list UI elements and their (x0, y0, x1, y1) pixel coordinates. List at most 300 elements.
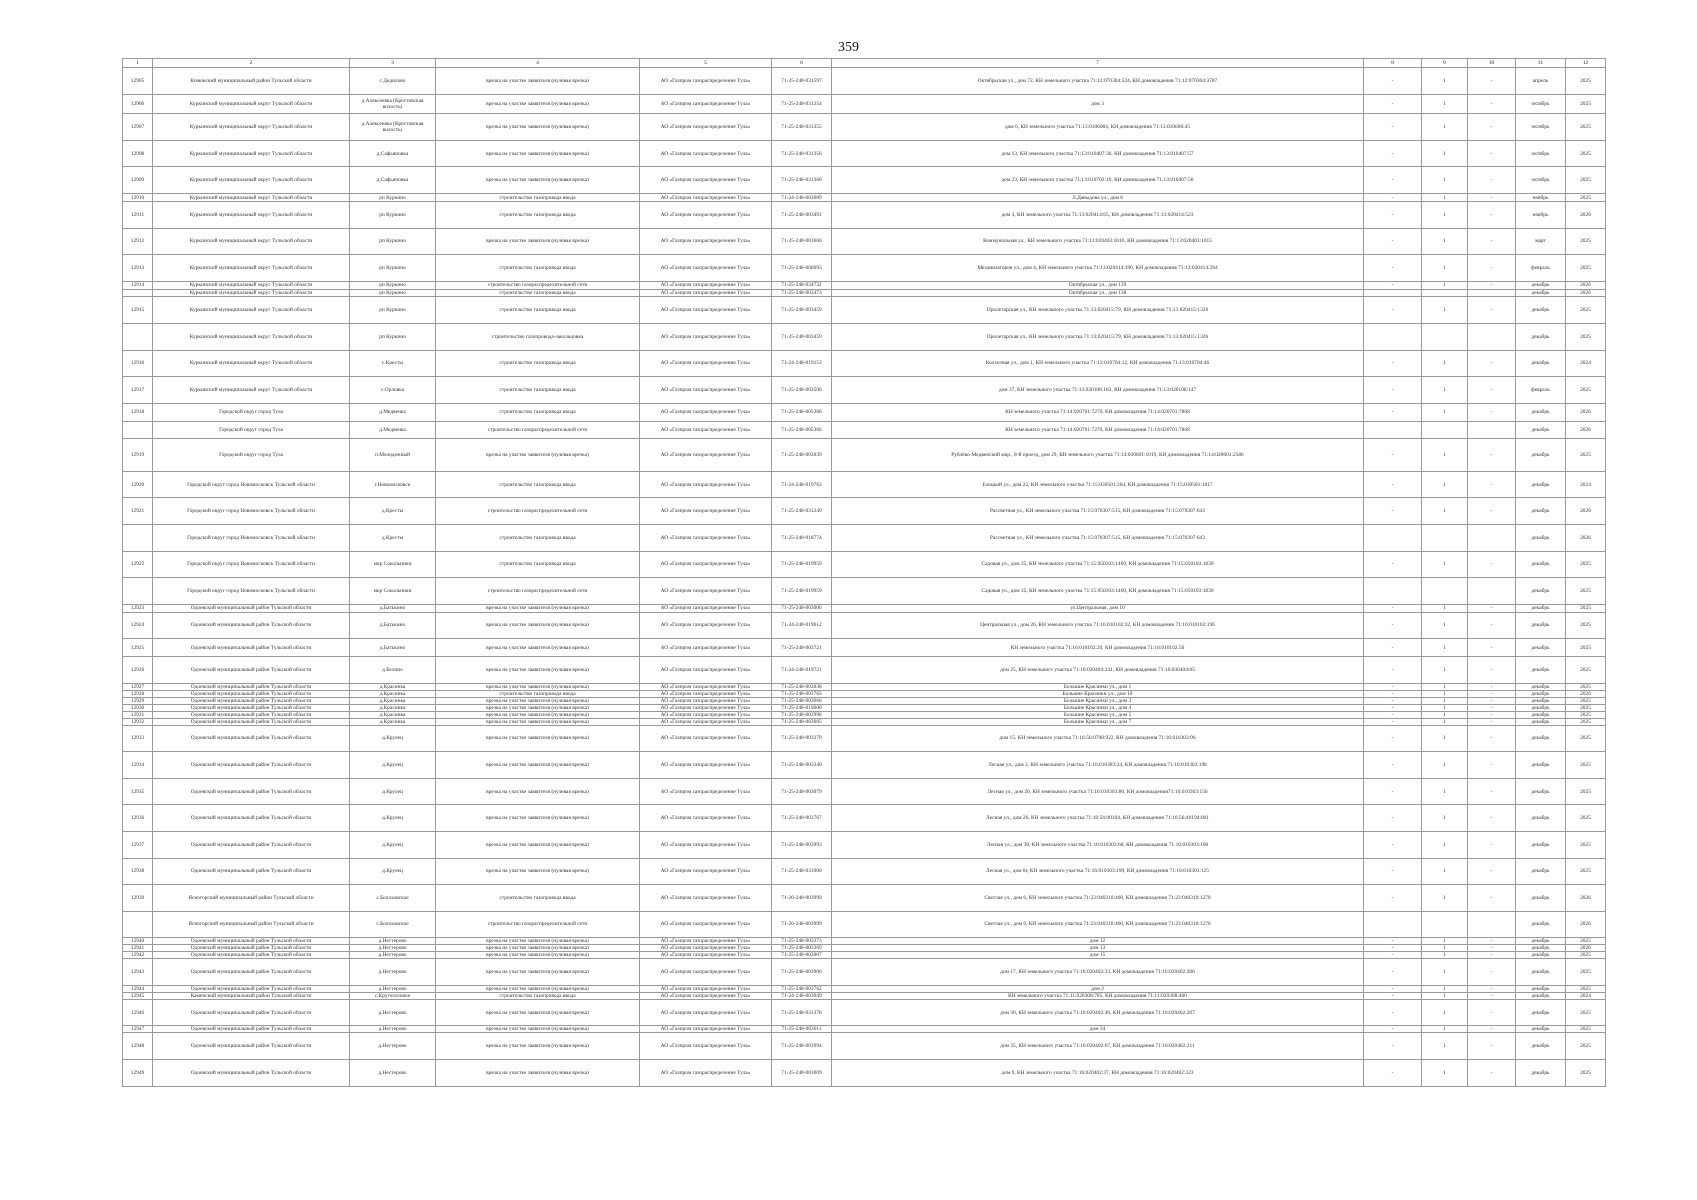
cell-work-type: врезка на участке заявителя (нулевая врезка) (436, 959, 640, 986)
table-row (123, 945, 1606, 952)
cell-municipality: Одоевский муниципальный район Тульской области (153, 1026, 350, 1033)
cell-address: КН земельного участка 71:14:020701:7276, КН домовладения 71:14:020701:7868 (832, 403, 1364, 421)
cell-address: Лесная ул., дом 26, КН земельного участка 71:16:56:00104, КН домовладения 71:16:56:40194:001 (832, 805, 1364, 832)
cell-month: декабрь (1516, 683, 1566, 690)
cell-year: 2025 (1566, 952, 1606, 959)
cell-address: дом 13, КН земельного участка 71:13:010407:36, КН домовладения 71:13:010407:57 (832, 140, 1364, 167)
cell-address: дом 3, КН земельного участка 71:13:020414:65, КН домовладения 71:13:020414:523 (832, 201, 1364, 228)
cell-settlement: д.Нестерово (350, 959, 436, 986)
cell-work-type: строительство газопровода ввода (436, 992, 640, 999)
cell-col10: - (1468, 350, 1516, 377)
cell-col10: - (1468, 297, 1516, 324)
cell-municipality: Куркинский муниципальный округ Тульской области (153, 255, 350, 282)
cell-year: 2025 (1566, 439, 1606, 472)
cell-settlement: рп Куркино (350, 228, 436, 255)
cell-settlement: д.Крулец (350, 831, 436, 858)
cell-month: февраль (1516, 255, 1566, 282)
table-row (123, 255, 1606, 282)
cell-settlement: д.Красинка (350, 683, 436, 690)
cell-address: Лесная ул., дом 2, КН земельного участка 71:16:010303:24, КН домовладения 71:16:010303:198 (832, 752, 1364, 779)
cell-number: 12939 (123, 885, 153, 912)
cell-month: декабрь (1516, 885, 1566, 912)
cell-year: 2025 (1566, 94, 1606, 114)
cell-settlement: д.Нестерово (350, 938, 436, 945)
cell-col10: - (1468, 999, 1516, 1026)
table-row (123, 959, 1606, 986)
cell-request-id: 71-25-248-018774 (772, 524, 832, 551)
cell-year: 2026 (1566, 421, 1606, 439)
cell-settlement: д.Алексеевка (Крестовская волость) (350, 94, 436, 114)
cell-organization: АО «Газпром газораспределение Тула» (640, 711, 772, 718)
table-row (123, 992, 1606, 999)
cell-year: 2026 (1566, 498, 1606, 525)
table-row (123, 94, 1606, 114)
column-header: 11 (1516, 59, 1566, 68)
cell-col10: - (1468, 1060, 1516, 1087)
cell-municipality: Ясногорский муниципальный район Тульской области (153, 885, 350, 912)
cell-municipality: Одоевский муниципальный район Тульской области (153, 1033, 350, 1060)
cell-month: декабрь (1516, 911, 1566, 938)
cell-col8: - (1364, 1026, 1422, 1033)
cell-organization: АО «Газпром газораспределение Тула» (640, 992, 772, 999)
cell-month: декабрь (1516, 778, 1566, 805)
cell-col8: - (1364, 704, 1422, 711)
table-row (123, 718, 1606, 725)
cell-address: Механизаторов ул., дом 4, КН земельного участка 71:13:020414:390, КН домовладения 71:13:020414:394 (832, 255, 1364, 282)
cell-year: 2025 (1566, 831, 1606, 858)
cell-month: декабрь (1516, 524, 1566, 551)
cell-organization: АО «Газпром газораспределение Тула» (640, 194, 772, 202)
cell-number: 12934 (123, 752, 153, 779)
cell-col8: - (1364, 281, 1422, 289)
cell-address: дом 30, КН земельного участка 71:16:020402:46, КН домовладения 71:16:020402:207 (832, 999, 1364, 1026)
cell-work-type: врезка на участке заявителя (нулевая врезка) (436, 752, 640, 779)
cell-request-id: 71-25-248-003006 (772, 604, 832, 612)
cell-organization: АО «Газпром газораспределение Тула» (640, 551, 772, 578)
cell-col9: 1 (1422, 959, 1468, 986)
cell-settlement: мкр Сокольники (350, 578, 436, 605)
cell-work-type: врезка на участке заявителя (нулевая врезка) (436, 604, 640, 612)
cell-organization: АО «Газпром газораспределение Тула» (640, 952, 772, 959)
cell-request-id: 71-25-248-019600 (772, 704, 832, 711)
cell-request-id: 71-25-248-003762 (772, 985, 832, 992)
cell-request-id: 71-26-248-003999 (772, 911, 832, 938)
cell-address: КН земельного участка 71:11:020308:785, КН домовладения 71:11:020308:460 (832, 992, 1364, 999)
cell-work-type: врезка на участке заявителя (нулевая врезка) (436, 985, 640, 992)
cell-col9: 1 (1422, 999, 1468, 1026)
cell-col9: 1 (1422, 885, 1468, 912)
cell-col9: 1 (1422, 201, 1468, 228)
cell-month: октябрь (1516, 167, 1566, 194)
cell-col9: 1 (1422, 1026, 1468, 1033)
cell-col10: - (1468, 612, 1516, 639)
cell-settlement: д.Красинка (350, 704, 436, 711)
cell-col8: - (1364, 858, 1422, 885)
cell-month: февраль (1516, 377, 1566, 404)
cell-settlement: д.Нестерово (350, 999, 436, 1026)
cell-organization: АО «Газпром газораспределение Тула» (640, 524, 772, 551)
cell-work-type: строительство газораспределительной сети (436, 911, 640, 938)
cell-year: 2025 (1566, 255, 1606, 282)
cell-col9: 1 (1422, 471, 1468, 498)
table-row (123, 114, 1606, 141)
cell-organization: АО «Газпром газораспределение Тула» (640, 752, 772, 779)
cell-month: декабрь (1516, 281, 1566, 289)
cell-col8: - (1364, 68, 1422, 95)
cell-col9: 1 (1422, 551, 1468, 578)
cell-col10: - (1468, 711, 1516, 718)
cell-col9: 1 (1422, 992, 1468, 999)
cell-year: 2026 (1566, 201, 1606, 228)
cell-col10: - (1468, 885, 1516, 912)
cell-col9: 1 (1422, 228, 1468, 255)
cell-work-type: врезка на участке заявителя (нулевая врезка) (436, 858, 640, 885)
cell-col9: 1 (1422, 167, 1468, 194)
cell-work-type: врезка на участке заявителя (нулевая врезка) (436, 612, 640, 639)
cell-address: дом 13 (832, 945, 1364, 952)
cell-settlement: п.Молодежный (350, 439, 436, 472)
cell-number: 12936 (123, 805, 153, 832)
column-header: 2 (153, 59, 350, 68)
cell-settlement: с.Дедилово (350, 68, 436, 95)
cell-month: декабрь (1516, 289, 1566, 297)
table-row (123, 885, 1606, 912)
cell-year: 2025 (1566, 718, 1606, 725)
cell-work-type: врезка на участке заявителя (нулевая врезка) (436, 711, 640, 718)
cell-municipality: Ясногорский муниципальный район Тульской области (153, 911, 350, 938)
cell-organization: АО «Газпром газораспределение Тула» (640, 578, 772, 605)
cell-work-type: врезка на участке заявителя (нулевая врезка) (436, 1026, 640, 1033)
cell-request-id: 71-25-248-019959 (772, 551, 832, 578)
cell-organization: АО «Газпром газораспределение Тула» (640, 421, 772, 439)
cell-number: 12914 (123, 281, 153, 289)
cell-number: 12946 (123, 999, 153, 1026)
column-header: 5 (640, 59, 772, 68)
cell-col8: - (1364, 992, 1422, 999)
cell-settlement: д.Сафьяновка (350, 167, 436, 194)
cell-request-id: 71-25-248-003011 (772, 1026, 832, 1033)
cell-municipality: Одоевский муниципальный район Тульской области (153, 778, 350, 805)
cell-month: декабрь (1516, 725, 1566, 752)
cell-work-type: врезка на участке заявителя (нулевая врезка) (436, 94, 640, 114)
cell-number: 12920 (123, 471, 153, 498)
table-row (123, 831, 1606, 858)
cell-organization: АО «Газпром газораспределение Тула» (640, 945, 772, 952)
cell-request-id: 71-24-248-019612 (772, 612, 832, 639)
cell-request-id: 71-25-248-031597 (772, 68, 832, 95)
cell-col8: - (1364, 297, 1422, 324)
cell-work-type: врезка на участке заявителя (нулевая врезка) (436, 68, 640, 95)
cell-col8 (1364, 524, 1422, 551)
cell-request-id: 71-25-248-003038 (772, 683, 832, 690)
cell-work-type: врезка на участке заявителя (нулевая врезка) (436, 938, 640, 945)
cell-number: 12925 (123, 639, 153, 657)
cell-year: 2025 (1566, 985, 1606, 992)
cell-month: декабрь (1516, 1060, 1566, 1087)
cell-col10: - (1468, 1026, 1516, 1033)
table-row (123, 421, 1606, 439)
table-row (123, 752, 1606, 779)
cell-work-type: строительство газопровода ввода (436, 403, 640, 421)
cell-col8: - (1364, 194, 1422, 202)
cell-year: 2025 (1566, 959, 1606, 986)
cell-address: Центральная ул., дом 26, КН земельного участка 71:16:010102:32, КН домовладения 71:16:010102:196 (832, 612, 1364, 639)
cell-col8: - (1364, 1033, 1422, 1060)
cell-request-id: 71-24-248-019763 (772, 471, 832, 498)
cell-organization: АО «Газпром газораспределение Тула» (640, 683, 772, 690)
cell-col8: - (1364, 439, 1422, 472)
table-row (123, 911, 1606, 938)
cell-number: 12911 (123, 201, 153, 228)
table-row (123, 228, 1606, 255)
cell-organization: АО «Газпром газораспределение Тула» (640, 985, 772, 992)
cell-col10: - (1468, 697, 1516, 704)
cell-organization: АО «Газпром газораспределение Тула» (640, 858, 772, 885)
cell-year: 2025 (1566, 656, 1606, 683)
cell-col9: 1 (1422, 403, 1468, 421)
cell-month: декабрь (1516, 1026, 1566, 1033)
cell-municipality: Городской округ город Новомосковск Тульской области (153, 524, 350, 551)
cell-organization: АО «Газпром газораспределение Тула» (640, 704, 772, 711)
cell-year: 2026 (1566, 911, 1606, 938)
cell-col8 (1364, 578, 1422, 605)
cell-address: КН земельного участка 71:16:010102:20, КН домовладения 71:16:010102:50 (832, 639, 1364, 657)
cell-settlement: рп Куркино (350, 255, 436, 282)
cell-municipality: Одоевский муниципальный район Тульской области (153, 945, 350, 952)
cell-month: декабрь (1516, 952, 1566, 959)
cell-work-type: строительство газопровода ввода (436, 524, 640, 551)
cell-col8: - (1364, 985, 1422, 992)
cell-municipality: Каменский муниципальный район Тульской области (153, 992, 350, 999)
cell-municipality: Городской округ город Новомосковск Тульской области (153, 551, 350, 578)
cell-settlement: д.Крулец (350, 858, 436, 885)
cell-organization: АО «Газпром газораспределение Тула» (640, 718, 772, 725)
cell-work-type: строительство газопровода ввода (436, 551, 640, 578)
cell-address: Октябрьская ул., дом 138 (832, 289, 1364, 297)
cell-request-id: 71-25-248-003996 (772, 711, 832, 718)
cell-col8: - (1364, 498, 1422, 525)
cell-address: Елецкий ул., дом 22, КН земельного участка 71:15:030501:264, КН домовладения 71:15:030501:1817 (832, 471, 1364, 498)
cell-organization: АО «Газпром газораспределение Тула» (640, 281, 772, 289)
cell-address: КН земельного участка 71:14:020701:7276, КН домовладения 71:14:020701:7868 (832, 421, 1364, 439)
cell-address: Светлая ул., дом 6, КН земельного участка 71:23:040310:460, КН домовладения 71:23:040310:1270 (832, 911, 1364, 938)
table-row (123, 711, 1606, 718)
cell-col10: - (1468, 281, 1516, 289)
cell-col10: - (1468, 114, 1516, 141)
cell-month: декабрь (1516, 656, 1566, 683)
cell-year: 2025 (1566, 377, 1606, 404)
cell-request-id: 71-25-248-003373 (772, 938, 832, 945)
table-row (123, 725, 1606, 752)
cell-municipality: Куркинский муниципальный округ Тульской области (153, 350, 350, 377)
table-row (123, 289, 1606, 297)
cell-settlement: д.Батькино (350, 604, 436, 612)
cell-organization: АО «Газпром газораспределение Тула» (640, 690, 772, 697)
cell-number: 12919 (123, 439, 153, 472)
cell-year: 2025 (1566, 1026, 1606, 1033)
cell-organization: АО «Газпром газораспределение Тула» (640, 1026, 772, 1033)
cell-municipality: Куркинский муниципальный округ Тульской области (153, 324, 350, 351)
cell-request-id: 71-26-248-003999 (772, 885, 832, 912)
cell-month: декабрь (1516, 697, 1566, 704)
cell-year: 2026 (1566, 524, 1606, 551)
cell-settlement: д.Нестерово (350, 1033, 436, 1060)
cell-year: 2025 (1566, 938, 1606, 945)
cell-col8: - (1364, 718, 1422, 725)
cell-request-id: 71-25-248-003340 (772, 752, 832, 779)
cell-municipality: Куркинский муниципальный округ Тульской области (153, 377, 350, 404)
cell-work-type: врезка на участке заявителя (нулевая врезка) (436, 952, 640, 959)
cell-number: 12930 (123, 704, 153, 711)
table-row (123, 697, 1606, 704)
cell-month: декабрь (1516, 421, 1566, 439)
cell-col10: - (1468, 690, 1516, 697)
cell-col8: - (1364, 885, 1422, 912)
cell-month: декабрь (1516, 350, 1566, 377)
cell-col10: - (1468, 959, 1516, 986)
cell-col9: 1 (1422, 683, 1468, 690)
cell-number: 12905 (123, 68, 153, 95)
cell-number: 12909 (123, 167, 153, 194)
cell-organization: АО «Газпром газораспределение Тула» (640, 471, 772, 498)
cell-request-id: 71-24-248-019153 (772, 350, 832, 377)
cell-year: 2026 (1566, 289, 1606, 297)
cell-address: Лесная ул., дом 30, КН земельного участка 71:16:010303:68, КН домовладения 71:16:010303:106 (832, 831, 1364, 858)
cell-month: декабрь (1516, 297, 1566, 324)
cell-municipality: Городской округ город Новомосковск Тульской области (153, 498, 350, 525)
cell-col10: - (1468, 945, 1516, 952)
cell-settlement: г.Новомосковск (350, 471, 436, 498)
cell-col8: - (1364, 604, 1422, 612)
cell-month: октябрь (1516, 140, 1566, 167)
cell-number: 12928 (123, 690, 153, 697)
cell-organization: АО «Газпром газораспределение Тула» (640, 377, 772, 404)
cell-col10: - (1468, 377, 1516, 404)
cell-col9: 1 (1422, 985, 1468, 992)
cell-settlement: д.Медвенка (350, 403, 436, 421)
cell-work-type: строительство газораспределительной сети (436, 281, 640, 289)
cell-year: 2025 (1566, 1033, 1606, 1060)
cell-organization: АО «Газпром газораспределение Тула» (640, 167, 772, 194)
cell-year: 2025 (1566, 805, 1606, 832)
cell-month: декабрь (1516, 858, 1566, 885)
cell-municipality: Куркинский муниципальный округ Тульской области (153, 140, 350, 167)
cell-year: 2026 (1566, 885, 1606, 912)
cell-col9: 1 (1422, 952, 1468, 959)
cell-municipality: Одоевский муниципальный район Тульской области (153, 752, 350, 779)
cell-year: 2025 (1566, 604, 1606, 612)
cell-address: Большие Красинки ул., дом 1 (832, 683, 1364, 690)
table-row (123, 938, 1606, 945)
table-row (123, 524, 1606, 551)
cell-settlement: с.Кругоголовое (350, 992, 436, 999)
cell-work-type: строительство газопровода ввода (436, 377, 640, 404)
table-row (123, 690, 1606, 697)
cell-work-type: врезка на участке заявителя (нулевая врезка) (436, 778, 640, 805)
cell-month: декабрь (1516, 439, 1566, 472)
cell-work-type: строительство газопровода ввода (436, 350, 640, 377)
cell-address: Л.Давыдова ул., дом 6 (832, 194, 1364, 202)
cell-request-id: 71-25-248-003506 (772, 377, 832, 404)
cell-col10: - (1468, 725, 1516, 752)
cell-col8 (1364, 324, 1422, 351)
cell-col10: - (1468, 1033, 1516, 1060)
cell-col8: - (1364, 656, 1422, 683)
table-row (123, 985, 1606, 992)
table-row (123, 377, 1606, 404)
cell-col9: 1 (1422, 1060, 1468, 1087)
cell-col10: - (1468, 439, 1516, 472)
cell-col9: 1 (1422, 94, 1468, 114)
cell-work-type: врезка на участке заявителя (нулевая врезка) (436, 228, 640, 255)
cell-work-type: врезка на участке заявителя (нулевая врезка) (436, 831, 640, 858)
table-row (123, 194, 1606, 202)
cell-col8: - (1364, 612, 1422, 639)
cell-work-type: строительство газопровода ввода (436, 289, 640, 297)
cell-month: декабрь (1516, 471, 1566, 498)
cell-year: 2025 (1566, 297, 1606, 324)
cell-municipality: Куркинский муниципальный округ Тульской области (153, 114, 350, 141)
cell-col9: 1 (1422, 752, 1468, 779)
cell-number: 12931 (123, 711, 153, 718)
cell-request-id: 71-25-248-003767 (772, 805, 832, 832)
table-row (123, 1060, 1606, 1087)
cell-request-id: 71-25-248-003039 (772, 439, 832, 472)
cell-organization: АО «Газпром газораспределение Тула» (640, 439, 772, 472)
cell-settlement: д.Батькино (350, 612, 436, 639)
cell-address: Пролетарская ул., КН земельного участка 71:13:020415:79, КН домовладения 71:13:020415:1326 (832, 297, 1364, 324)
cell-settlement: д.Медвенка (350, 421, 436, 439)
cell-col9 (1422, 578, 1468, 605)
cell-year: 2025 (1566, 639, 1606, 657)
cell-work-type: врезка на участке заявителя (нулевая врезка) (436, 718, 640, 725)
header-row (123, 59, 1606, 68)
cell-number: 12949 (123, 1060, 153, 1087)
cell-col8: - (1364, 683, 1422, 690)
cell-year: 2026 (1566, 403, 1606, 421)
cell-col9: 1 (1422, 805, 1468, 832)
cell-col10: - (1468, 778, 1516, 805)
cell-request-id: 71-25-248-003066 (772, 697, 832, 704)
cell-number: 12933 (123, 725, 153, 752)
table-row (123, 403, 1606, 421)
cell-address: дом 9, КН земельного участка 71:16:020402:37, КН домовладения 71:16:020402:323 (832, 1060, 1364, 1087)
cell-organization: АО «Газпром газораспределение Тула» (640, 656, 772, 683)
cell-col8: - (1364, 690, 1422, 697)
cell-col8: - (1364, 94, 1422, 114)
cell-col9: 1 (1422, 938, 1468, 945)
cell-work-type: врезка на участке заявителя (нулевая врезка) (436, 167, 640, 194)
cell-request-id: 71-25-248-003473 (772, 289, 832, 297)
cell-col10: - (1468, 201, 1516, 228)
cell-col9: 1 (1422, 377, 1468, 404)
cell-request-id: 71-25-248-003009 (772, 1060, 832, 1087)
cell-year: 2025 (1566, 999, 1606, 1026)
cell-address: Садовая ул., дом 35, КН земельного участка 71:15:050103:1460, КН домовладения 71:15:050103:1830 (832, 551, 1364, 578)
cell-settlement: с.Болоховское (350, 911, 436, 938)
cell-municipality: Городской округ город Новомосковск Тульской области (153, 471, 350, 498)
cell-request-id: 71-25-248-031356 (772, 140, 832, 167)
cell-number (123, 324, 153, 351)
cell-settlement: с.Кресты (350, 350, 436, 377)
cell-municipality: Куркинский муниципальный округ Тульской области (153, 289, 350, 297)
cell-request-id: 71-25-248-003666 (772, 228, 832, 255)
cell-number (123, 578, 153, 605)
cell-work-type: врезка на участке заявителя (нулевая врезка) (436, 704, 640, 711)
cell-number: 12945 (123, 992, 153, 999)
cell-col10: - (1468, 194, 1516, 202)
cell-request-id: 71-25-248-003993 (772, 831, 832, 858)
